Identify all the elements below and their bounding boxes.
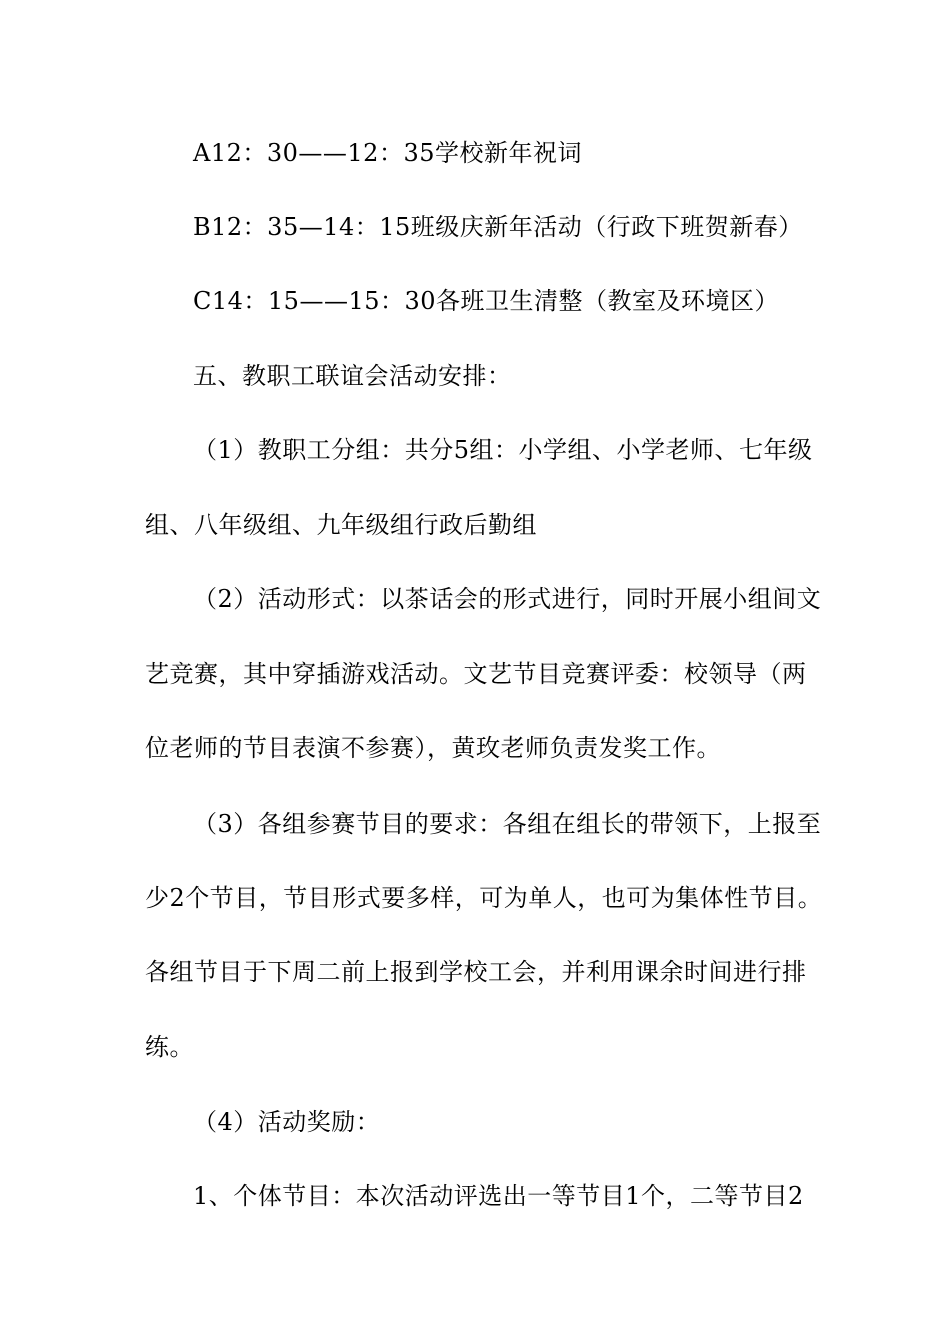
paragraph-1-line-2: 组、八年级组、九年级组行政后勤组: [145, 511, 537, 539]
schedule-line-c: C14：15——15：30各班卫生清整（教室及环境区）: [193, 287, 780, 315]
paragraph-3-line-2: 少2个节目，节目形式要多样，可为单人，也可为集体性节目。: [145, 884, 823, 912]
paragraph-3-line-3: 各组节目于下周二前上报到学校工会，并利用课余时间进行排: [145, 958, 807, 986]
section-heading-five: 五、教职工联谊会活动安排：: [193, 362, 512, 390]
paragraph-3-line-4: 练。: [145, 1033, 194, 1061]
schedule-line-b: B12：35—14：15班级庆新年活动（行政下班贺新春）: [193, 213, 803, 241]
paragraph-5-line-1: 1、个体节目：本次活动评选出一等节目1个，二等节目2: [193, 1182, 804, 1210]
paragraph-2-line-3: 位老师的节目表演不参赛），黄玫老师负责发奖工作。: [145, 734, 721, 762]
schedule-line-a: A12：30——12：35学校新年祝词: [193, 139, 582, 167]
paragraph-2-line-1: （2）活动形式：以茶话会的形式进行，同时开展小组间文: [193, 585, 822, 613]
paragraph-4-heading: （4）活动奖励：: [193, 1108, 381, 1136]
paragraph-2-line-2: 艺竞赛，其中穿插游戏活动。文艺节目竞赛评委：校领导（两: [145, 660, 807, 688]
paragraph-1-line-1: （1）教职工分组：共分5组：小学组、小学老师、七年级: [193, 436, 813, 464]
paragraph-3-line-1: （3）各组参赛节目的要求：各组在组长的带领下，上报至: [193, 810, 822, 838]
